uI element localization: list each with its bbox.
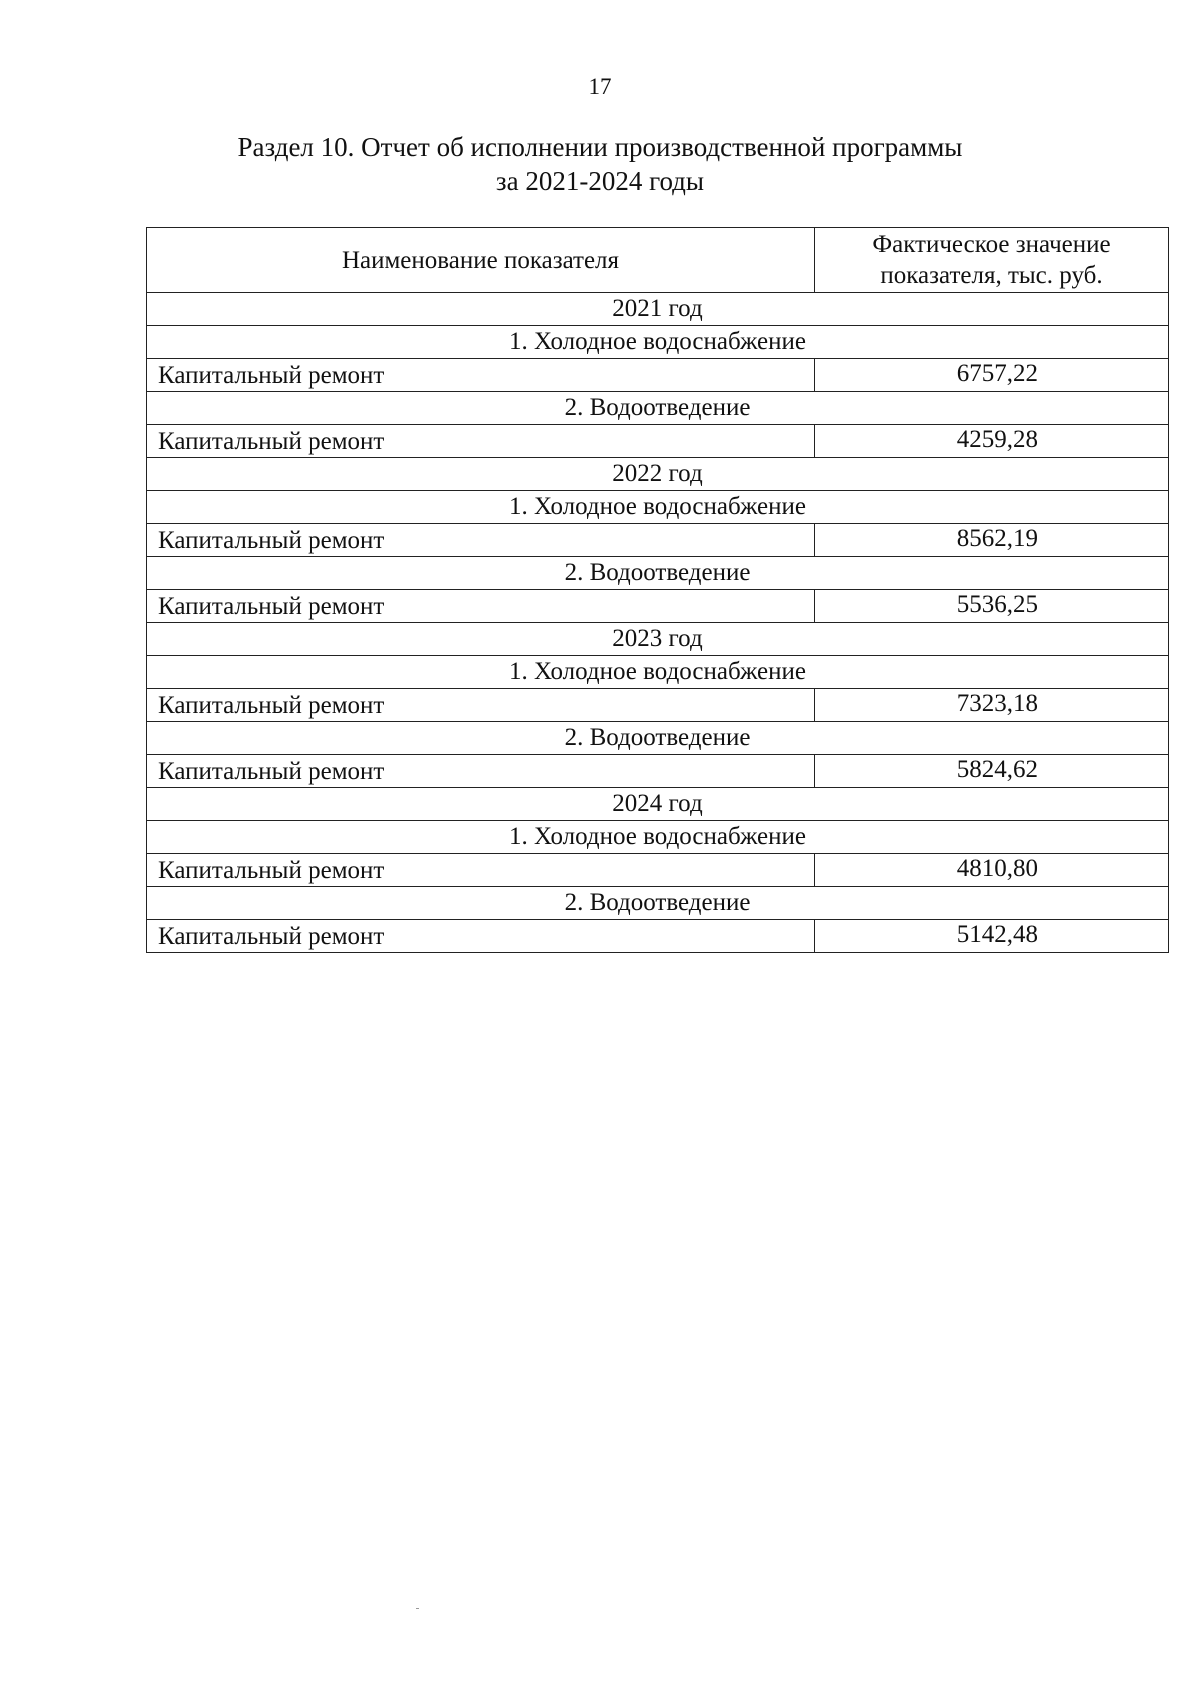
year-label: 2023 год (147, 623, 1169, 656)
section-row (147, 722, 1169, 755)
table-row (147, 854, 1169, 887)
section-row (147, 656, 1169, 689)
year-label: 2021 год (147, 293, 1169, 326)
indicator-value: 5824,62 (815, 755, 1169, 788)
indicator-value: 4810,80 (815, 854, 1169, 887)
indicator-name: Капитальный ремонт (147, 755, 815, 788)
year-label: 2024 год (147, 788, 1169, 821)
table-row (147, 920, 1169, 953)
document-title (0, 130, 1200, 198)
header-actual-value (815, 228, 1169, 293)
scan-speck (416, 1608, 419, 1609)
indicator-name: Капитальный ремонт (147, 920, 815, 953)
year-row (147, 623, 1169, 656)
section-title: 2. Водоотведение (147, 392, 1169, 425)
header-value-line-1: Фактическое значение (872, 231, 1111, 258)
section-title: 2. Водоотведение (147, 557, 1169, 590)
header-value-line-2: показателя, тыс. руб. (880, 262, 1103, 289)
section-title: 2. Водоотведение (147, 722, 1169, 755)
indicator-name: Капитальный ремонт (147, 689, 815, 722)
indicator-name: Капитальный ремонт (147, 524, 815, 557)
section-row (147, 821, 1169, 854)
indicator-value: 8562,19 (815, 524, 1169, 557)
indicator-name: Капитальный ремонт (147, 359, 815, 392)
section-row (147, 326, 1169, 359)
indicator-name: Капитальный ремонт (147, 590, 815, 623)
indicator-value: 6757,22 (815, 359, 1169, 392)
section-title: 1. Холодное водоснабжение (147, 656, 1169, 689)
indicator-value: 4259,28 (815, 425, 1169, 458)
indicator-name: Капитальный ремонт (147, 425, 815, 458)
section-row (147, 392, 1169, 425)
indicator-name: Капитальный ремонт (147, 854, 815, 887)
year-row (147, 458, 1169, 491)
report-table (146, 227, 1169, 953)
indicator-value: 7323,18 (815, 689, 1169, 722)
title-line-1: Раздел 10. Отчет об исполнении производственной программы (237, 132, 963, 162)
table-row (147, 755, 1169, 788)
page-number: 17 (588, 74, 612, 99)
section-row (147, 557, 1169, 590)
indicator-value: 5536,25 (815, 590, 1169, 623)
table-row (147, 590, 1169, 623)
title-line-2: за 2021-2024 годы (495, 166, 705, 196)
year-row (147, 293, 1169, 326)
indicator-value: 5142,48 (815, 920, 1169, 953)
table-header-row (147, 228, 1169, 293)
table-row (147, 425, 1169, 458)
year-row (147, 788, 1169, 821)
header-indicator-name: Наименование показателя (147, 228, 815, 293)
year-label: 2022 год (147, 458, 1169, 491)
section-title: 2. Водоотведение (147, 887, 1169, 920)
section-title: 1. Холодное водоснабжение (147, 821, 1169, 854)
section-title: 1. Холодное водоснабжение (147, 491, 1169, 524)
table-row (147, 524, 1169, 557)
section-row (147, 887, 1169, 920)
section-title: 1. Холодное водоснабжение (147, 326, 1169, 359)
section-row (147, 491, 1169, 524)
table-row (147, 359, 1169, 392)
table-row (147, 689, 1169, 722)
